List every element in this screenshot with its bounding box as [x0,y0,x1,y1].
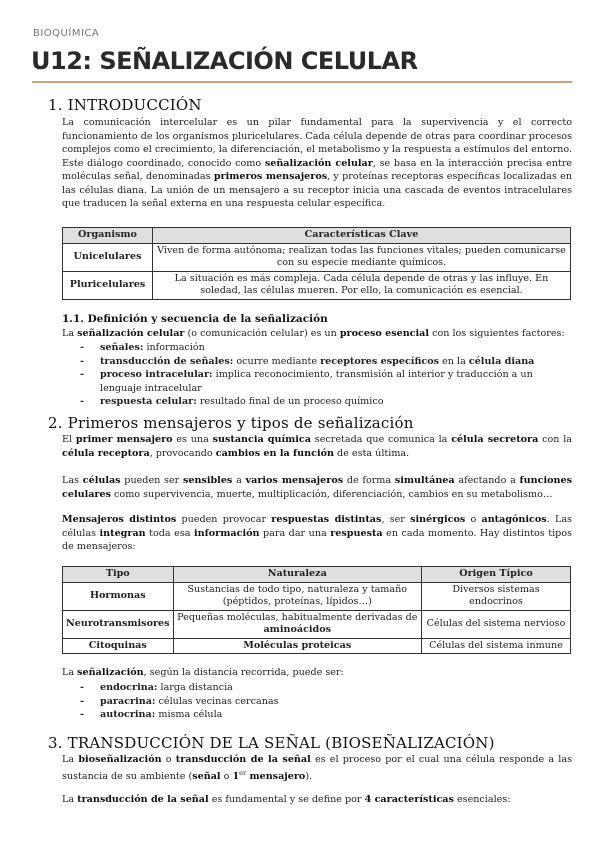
text-run: toda esa [145,527,195,539]
item-text: resultado final de un proceso químico [196,396,384,408]
item-text: larga distancia [157,682,233,693]
text-run: o [161,754,176,765]
term-highlight: señalización [77,667,144,678]
item-label: respuesta celular: [100,396,197,408]
title-divider [32,81,572,83]
term-highlight: señalización celular [264,157,373,169]
subject-kicker: BIOQUÍMICA [33,28,100,39]
table-header-row [63,228,571,244]
term-highlight: célula diana [468,355,535,367]
item-text: misma célula [155,709,223,721]
term-highlight: receptores específicos [320,355,440,367]
text-run: ). [305,770,313,782]
table-cell [173,610,421,638]
term-highlight: sustancia química [212,434,311,445]
item-label: autocrina: [100,709,156,721]
subsection-1-1-heading: 1.1. Definición y secuencia de la señalización [62,313,328,325]
table-header-cell: Naturaleza [173,567,421,583]
text-run: de forma [343,475,395,486]
transduction-paragraph [62,793,572,807]
table-cell: Sustancias de todo tipo, naturaleza y tamaño (péptidos, proteínas, lípidos…) [173,582,421,610]
text-run: es el proceso por el cual una célula responde a las sustancia de su ambiente ( [62,754,573,782]
text-run: para dar una [259,527,331,539]
table-cell: Citoquinas [63,638,174,654]
term-highlight: antagónicos [481,514,547,525]
table-cell: Diversos sistemas endocrinos [422,582,571,610]
table-cell: La situación es más compleja. Cada célula depende de otras y las influye. En soledad, las células mueren. Por ello, la comunicación es esencial. [153,271,571,299]
table-cell: Neurotransmisores [63,610,174,638]
messenger-types-paragraph [62,513,572,554]
term-highlight: varios mensajeros [245,475,344,486]
text-run: con los siguientes factores: [429,328,565,339]
term-highlight: mensajero [246,770,306,782]
messenger-types-table [62,566,571,654]
distance-lead [62,666,572,680]
term-highlight: primeros mensajeros [213,171,328,182]
text-run: de esta última. [334,447,410,459]
distance-types-list [80,681,570,722]
item-label: transducción de señales: [100,355,234,367]
text-run: secretada que comunica la [311,434,452,445]
intro-paragraph [62,116,572,211]
text-run: pueden ser [120,475,183,486]
table-cell: Hormonas [63,582,174,610]
term-highlight: respuesta [330,527,383,539]
text-run: , ser [381,514,411,525]
text-run: a [232,475,246,486]
list-item [80,341,570,355]
term-highlight: 4 características [364,794,454,805]
term-highlight: célula receptora [62,447,150,459]
table-cell: Moléculas proteicas [173,638,421,654]
factors-list [80,341,570,409]
text-run: , provocando [149,447,216,459]
list-item [80,681,570,695]
text-run: , se basa en la interacción precisa entre moléculas señal, denominadas [62,157,573,182]
table-header-cell: Origen Típico [422,567,571,583]
term-highlight: aminoácidos [263,624,332,635]
list-item [80,695,570,709]
list-item [80,368,570,395]
section-1-heading: 1. INTRODUCCIÓN [48,96,202,114]
text-run: (o comunicación celular) es un [184,328,340,339]
term-highlight: información [194,527,260,539]
term-highlight: sensibles [182,475,233,486]
table-header-cell: Tipo [63,567,174,583]
text-run: pueden provocar [176,514,272,525]
item-label: proceso intracelular: [100,369,213,381]
table-row [63,243,571,271]
table-cell: Pluricelulares [63,271,153,299]
item-text: en la [439,355,469,367]
text-run: esenciales: [453,794,511,805]
item-label: endocrina: [100,682,158,693]
cell-sensitivity-paragraph [62,474,572,501]
table-row [63,582,571,610]
text-run: , según la distancia recorrida, puede ser: [143,667,344,678]
table-cell: Viven de forma autónoma; realizan todas las funciones vitales; pueden comunicarse con su especie mediante químicos. [153,243,571,271]
term-highlight: transducción de la señal [77,794,209,805]
table-row [63,638,571,654]
table-row [63,271,571,299]
text-run: La [62,754,79,765]
text-run: con la [538,434,573,445]
term-highlight: respuestas distintas [271,514,382,525]
text-run: Las [62,475,83,486]
table-header-cell: Organismo [63,228,153,244]
term-highlight: célula secretora [451,434,539,445]
section-2-heading: 2. Primeros mensajeros y tipos de señalización [48,414,414,432]
term-highlight: primer mensajero [75,434,173,445]
text-run: La [62,667,78,678]
organism-table [62,227,571,300]
item-label: señales: [100,342,144,353]
term-highlight: proceso esencial [339,328,430,339]
table-header-cell: Características Clave [153,228,571,244]
term-highlight: transducción de la señal [175,754,311,765]
table-row [63,610,571,638]
list-item [80,395,570,409]
biosignaling-paragraph [62,753,572,783]
definition-lead [62,327,572,341]
text-run: El [62,434,76,445]
text-run: , y proteínas receptoras específicas localizadas en las células diana. La unión de un mensajero a su receptor inicia una cascada de eventos intracelulares que traducen la señal externa en una respuesta celular específica. [62,171,572,209]
text-run: La [62,794,78,805]
item-text: células vecinas cercanas [155,695,279,707]
text-run: La [62,328,78,339]
cell-text: Pequeñas moléculas, habitualmente derivadas de [177,611,418,623]
text-run: La comunicación intercelular es un pilar fundamental para la supervivencia y el correcto funcionamiento de los organismos pluricelulares. Cada célula depende de otras para coordinar procesos complejos como el crecimiento, la diferenciación, el metabolismo y la respuesta a estímulos del entorno. Este diálogo coordinado, conocido como [62,117,572,169]
text-run: . Las células [62,514,572,539]
term-highlight: señal [192,770,221,782]
term-highlight: 1 [232,770,240,782]
term-highlight: señalización celular [77,328,185,339]
text-run: o [465,514,482,525]
term-highlight: funciones celulares [62,475,572,500]
list-item [80,355,570,369]
term-highlight: Mensajeros distintos [62,514,177,525]
item-text: ocurre mediante [233,355,321,367]
superscript: er [239,768,247,777]
term-highlight: células [82,475,121,486]
term-highlight: simultánea [394,475,455,486]
term-highlight: cambios en la función [215,447,334,459]
text-run: o [220,770,233,782]
term-highlight: bioseñalización [78,754,162,765]
text-run: afectando a [454,475,520,486]
item-text: información [143,342,205,353]
table-cell: Células del sistema nervioso [422,610,571,638]
item-label: paracrina: [100,695,156,707]
text-run: es fundamental y se define por [208,794,365,805]
text-run: es una [172,434,213,445]
text-run: en cada momento. Hay distintos tipos de mensajeros: [62,527,572,552]
table-header-row [63,567,571,583]
list-item [80,708,570,722]
item-text: implica reconocimiento, transmisión al interior y traducción a un lenguaje intracelular [100,369,533,394]
text-run: como supervivencia, muerte, multiplicación, diferenciación, cambios en su metabolismo… [111,488,553,500]
table-cell: Células del sistema inmune [422,638,571,654]
term-highlight: sinérgicos [410,514,466,525]
page-title: U12: SEÑALIZACIÓN CELULAR [31,47,418,75]
section-3-heading: 3. TRANSDUCCIÓN DE LA SEÑAL (BIOSEÑALIZACIÓN) [48,734,495,752]
table-cell: Unicelulares [63,243,153,271]
term-highlight: integran [99,527,146,539]
first-messenger-paragraph [62,433,572,460]
